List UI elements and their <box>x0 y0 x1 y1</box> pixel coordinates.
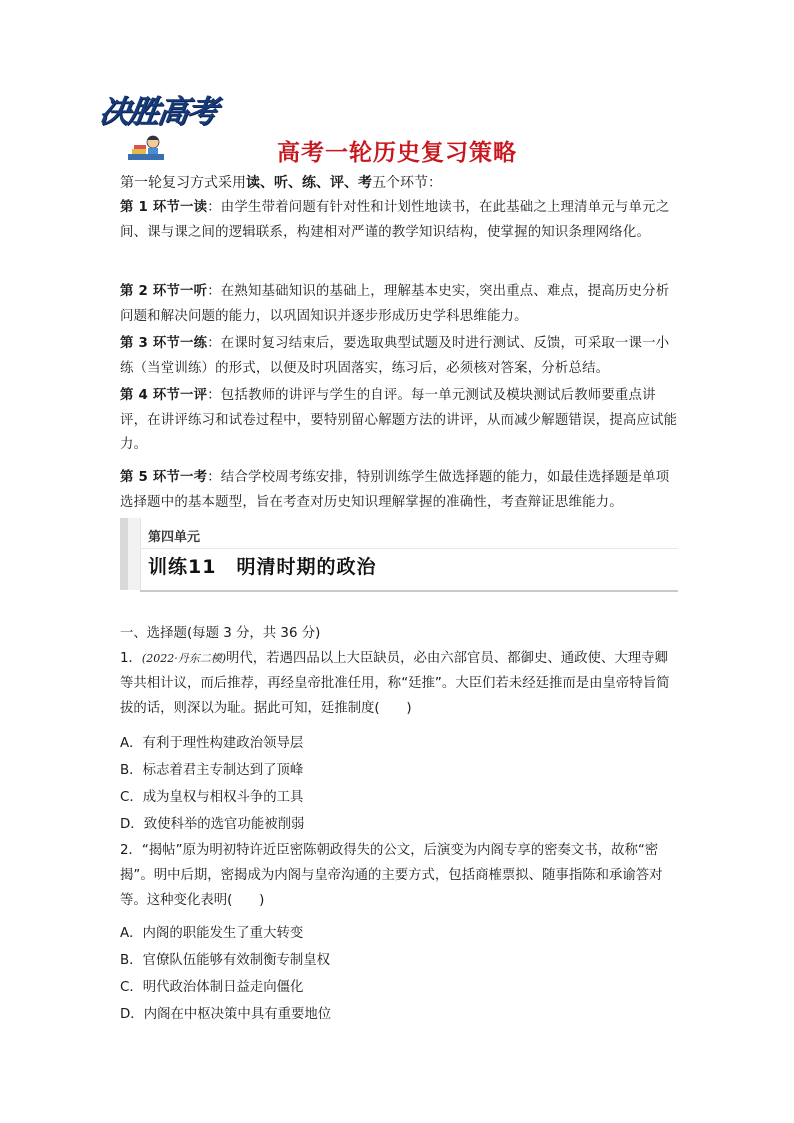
unit-side-bar <box>120 518 128 590</box>
intro-keywords: 读、听、练、评、考 <box>246 175 372 191</box>
step-text: ：包括教师的讲评与学生的自评。每一单元测试及模块测试后教师要重点讲评，在讲评练习和试卷过程中，要特别留心解题方法的讲评，从而减少解题错误，提高应试能力。 <box>120 388 678 452</box>
question-1-option-b[interactable]: B．标志着君主专制达到了顶峰 <box>120 763 304 778</box>
step-text: ：结合学校周考练安排，特别训练学生做选择题的能力，如最佳选择题是单项选择题中的基本题型，旨在考查对历史知识理解掌握的准确性，考查辩证思维能力。 <box>120 470 670 510</box>
unit-divider <box>140 548 678 549</box>
step-2 <box>120 280 680 329</box>
question-source: (2022·丹东二模) <box>141 652 226 665</box>
step-text: ：在熟知基础知识的基础上，理解基本史实，突出重点、难点，提高历史分析问题和解决问题的能力，以巩固知识并逐步形成历史学科思维能力。 <box>120 284 670 324</box>
question-2-option-b[interactable]: B．官僚队伍能够有效制衡专制皇权 <box>120 953 331 968</box>
question-2-option-a[interactable]: A．内阁的职能发生了重大转变 <box>120 926 304 941</box>
step-lead: 第 5 环节一考 <box>120 470 208 485</box>
unit-header <box>120 518 678 590</box>
step-text: ：由学生带着问题有针对性和计划性地读书，在此基础之上理清单元与单元之间、课与课之间的逻辑联系，构建相对严谨的教学知识结构，使掌握的知识条理网络化。 <box>120 200 670 240</box>
step-lead: 第 3 环节一练 <box>120 336 208 351</box>
step-lead: 第 4 环节一评 <box>120 388 208 403</box>
question-1-option-c[interactable]: C．成为皇权与相权斗争的工具 <box>120 790 304 805</box>
question-1 <box>120 646 680 721</box>
question-2 <box>120 838 680 913</box>
intro-prefix: 第一轮复习方式采用 <box>120 175 246 191</box>
logo-text: 决胜高考 <box>96 94 219 130</box>
question-number: 2． <box>120 843 142 858</box>
intro-text <box>120 172 680 194</box>
step-lead: 第 2 环节一听 <box>120 284 208 299</box>
step-3 <box>120 332 680 381</box>
unit-title: 训练11 明清时期的政治 <box>148 556 377 578</box>
step-5 <box>120 466 680 515</box>
step-text: ：在课时复习结束后，要选取典型试题及时进行测试、反馈，可采取一课一小练（当堂训练）的形式，以便及时巩固落实，练习后，必须核对答案，分析总结。 <box>120 336 670 376</box>
unit-label: 第四单元 <box>148 530 201 545</box>
question-text: 明代，若遇四品以上大臣缺员，必由六部官员、都御史、通政使、大理寺卿等共相计议，而后推荐，再经皇帝批准任用，称“廷推”。大臣们若未经廷推而是由皇帝特旨简拔的话，则深以为耻。据此可知，廷推制度( ) <box>120 651 670 716</box>
step-4 <box>120 384 680 458</box>
question-1-option-d[interactable]: D．致使科举的选官功能被削弱 <box>120 817 305 832</box>
question-1-option-a[interactable]: A．有利于理性构建政治领导层 <box>120 736 304 751</box>
section-header: 一、选择题(每题 3 分，共 36 分) <box>120 626 321 641</box>
question-2-option-d[interactable]: D．内阁在中枢决策中具有重要地位 <box>120 1007 332 1022</box>
step-1 <box>120 196 680 245</box>
step-lead: 第 1 环节一读 <box>120 200 208 215</box>
question-number: 1． <box>120 651 142 666</box>
question-text: “揭帖”原为明初特许近臣密陈朝政得失的公文，后演变为内阁专享的密奏文书，故称“密揭”。明中后期，密揭成为内阁与皇帝沟通的主要方式，包括商榷票拟、随事指陈和承谕答对等。这种变化表明( ) <box>120 843 663 908</box>
question-2-option-c[interactable]: C．明代政治体制日益走向僵化 <box>120 980 304 995</box>
intro-suffix: 五个环节： <box>372 175 442 191</box>
page-title: 高考一轮历史复习策略 <box>277 140 517 166</box>
